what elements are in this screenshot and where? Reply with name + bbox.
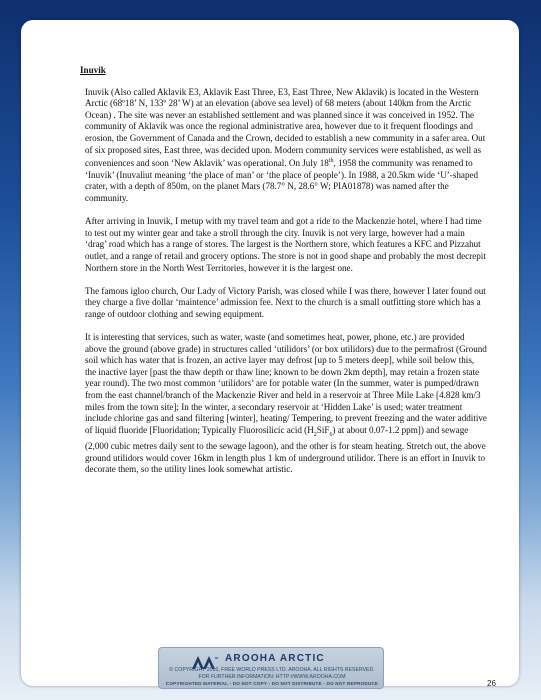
section-heading: Inuvik (80, 65, 106, 75)
paragraph-intro-text-a: Inuvik (Also called Aklavik E3, Aklavik East Three, E3, East Three, New Aklavik) is located in the Western Arctic (68º18’ N, 133º 28’ W) at an elevation (above sea level) of 68 meters (about 140km from the Arctic Ocean) . The site was never an established settlement and was planned since it was conceived in 1952. The community of Aklavik was once the regional administrative area, however due to it frequent floodings and erosion, the Government of Canada and the Crown, decided to establish a new community in a safer area. Out of six proposed sites, East three, was decided upon. Modern community services were established, as well as conveniences and soon ‘New Aklavik’ was operational. On July 18 (85, 86, 486, 169)
ordinal-superscript: th (328, 158, 334, 165)
paragraph-church: The famous igloo church, Our Lady of Victory Parish, was closed while I was there, however I later found out they charge a five dollar ‘maintence’ admission fee. Next to the church is a small outfitting store which has a range of outdoor clothing and sewing equipment. (85, 285, 486, 319)
footer-info: FOR FURTHER INFORMATION: HTTP://WWW.AROOHA.COM (198, 674, 346, 680)
paragraph-arrival: After arriving in Inuvik, I metup with my travel team and got a ride to the Mackenzie hotel, where I had time to test out my winter gear and take a stroll through the city. Inuvik is not very large, however had a main ‘drag’ road which has a range of stores. The largest is the Northern store, which features a KFC and Pizzahut outlet, and a range of retail and grocery options. The store is not in good shape and probably the most decrepit Northern store in the North West Territories, however it is the largest one. (85, 216, 486, 273)
page-number: 26 (487, 679, 496, 688)
paragraph-intro-text-b: , 1958 the community was renamed to ‘Inuvik’ (Inuvaliut meaning ‘the place of man’ or ‘the place of people’). In 1988, a 20.5km wide ‘U’-shaped crater, with a depth of 850m, on the planet Mars (78.7° N, 28.6° W; PIA01878) was named after the community. (85, 158, 479, 203)
paragraph-utilidors-text-a: It is interesting that services, such as water, waste (and sometimes heat, power, phone, etc.) are provided above the ground (above grade) in structures called ‘utilidors’ (or box utilidors) due to the permafrost (Ground soil which has water that is frozen, an active layer may defrost [up to 5 meters deep], while soil below this, the inactive layer [past the thaw depth or thaw line; known to be down 2km depth], may retain a frozen state year round). The two most common ‘utilidors’ are for potable water (In the summer, water is pumped/drawn from the east channel/branch of the Mackenzie River and held in a reservoir at Three Mile Lake [4.828 km/3 miles from the town site]; In the winter, a secondary reservoir at ‘Hidden Lake’ is used; water treatment include chlorine gas and sand filtering [winter], heating/ Tempering, to prevent freezing and the water additive of liquid fluoride [Fluoridation; Typically Fluorosilicic acid (H (85, 332, 487, 435)
footer-brand: AROOHA ARCTIC (225, 653, 325, 664)
paragraph-intro (80, 87, 487, 205)
paragraph-utilidors (80, 332, 487, 476)
footer-notice: COPYRIGHTED MATERIAL - DO NOT COPY - DO NOT DISTRIBUTE - DO NOT REPRODUCE (165, 681, 379, 686)
document-page (21, 20, 519, 686)
subscript-6: 6 (329, 431, 333, 438)
footer-copyright: © COPYRIGHT 2016, FREE WORLD PRESS LTD. AROOHA. ALL RIGHTS RESERVED. (169, 667, 375, 673)
footer-banner (158, 647, 384, 689)
subscript-2: 2 (313, 431, 317, 438)
paragraph-utilidors-text-b: SiF (316, 424, 330, 435)
paragraph-utilidors-text-c: ) at about 0.07-1.2 ppm]) and sewage (2,000 cubic metres daily sent to the sewage lagoon), and the other is for steam heating. Stretch out, the above ground utilidors would cover 16km in length plus 1 km of underground utilidor. There is an effort in Inuvik to decorate them, so the utility lines look somewhat artistic. (85, 424, 486, 475)
page-content (80, 65, 487, 488)
